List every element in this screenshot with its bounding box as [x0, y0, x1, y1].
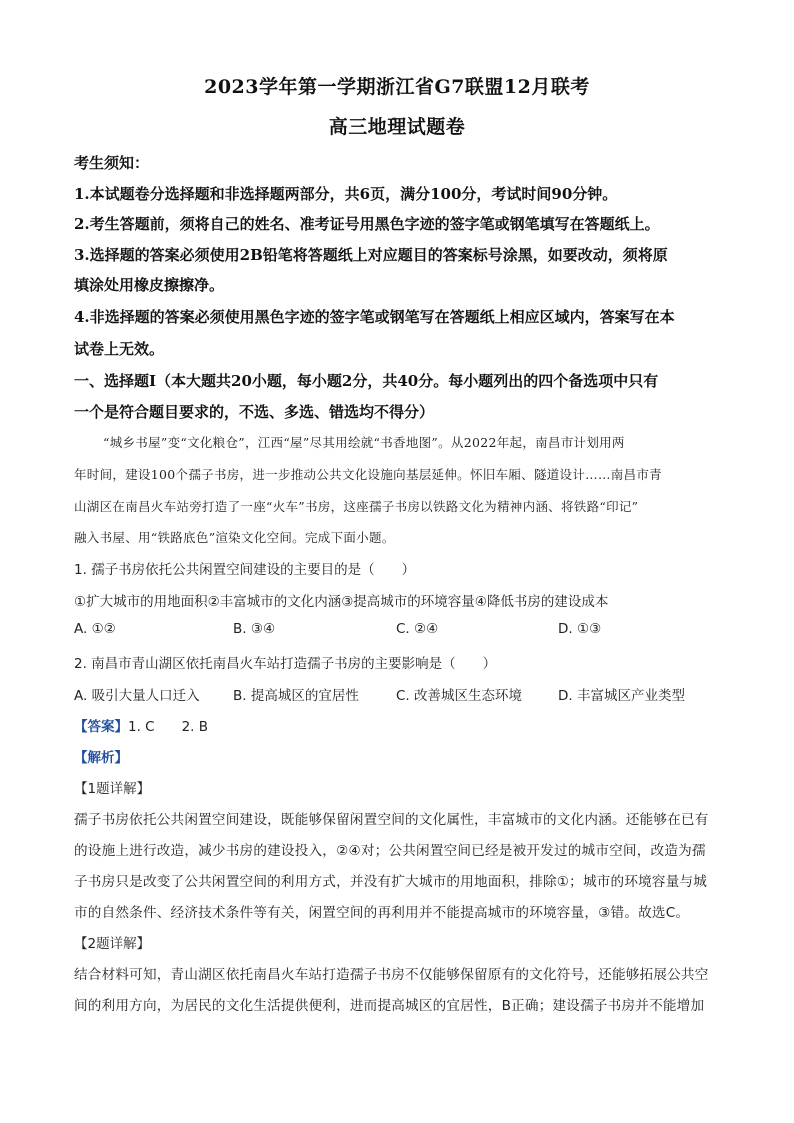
- q1-detail-line: 的设施上进行改造，减少书房的建设投入，②④对；公共闲置空间已经是被开发过的城市空间，改造为孺: [74, 843, 706, 859]
- section-heading-cont: 一个是符合题目要求的，不选、多选、错选均不得分）: [74, 403, 435, 421]
- notice-heading: 考生须知：: [74, 154, 150, 172]
- q1-detail-line: 市的自然条件、经济技术条件等有关，闲置空间的再利用并不能提高城市的环境容量，③错。故选C。: [74, 905, 690, 921]
- answer-label: 【答案】: [74, 719, 128, 735]
- notice-item: 填涂处用橡皮擦擦净。: [74, 276, 225, 294]
- notice-item: 3.选择题的答案必须使用2B铅笔将答题纸上对应题目的答案标号涂黑，如要改动，须将原: [74, 246, 668, 264]
- analysis-label: 【解析】: [74, 750, 128, 766]
- passage-line: 年时间，建设100个孺子书房，进一步推动公共文化设施向基层延伸。怀旧车厢、隧道设计……南昌市青: [74, 467, 662, 482]
- question-1-stem: 1. 孺子书房依托公共闲置空间建设的主要目的是（ ）: [74, 562, 416, 578]
- notice-item: 4.非选择题的答案必须使用黑色字迹的签字笔或钢笔写在答题纸上相应区域内，答案写在本: [74, 308, 675, 326]
- question-1-statements: ①扩大城市的用地面积②丰富城市的文化内涵③提高城市的环境容量④降低书房的建设成本: [74, 594, 609, 610]
- exam-subtitle: 高三地理试题卷: [328, 116, 466, 138]
- q1-detail-line: 孺子书房依托公共闲置空间建设，既能够保留闲置空间的文化属性，丰富城市的文化内涵。还能够在已有: [74, 812, 709, 828]
- question-1-option-d: D. ①③: [558, 621, 602, 637]
- notice-item: 试卷上无效。: [74, 340, 165, 358]
- q1-detail-line: 子书房只是改变了公共闲置空间的利用方式，并没有扩大城市的用地面积，排除①；城市的环境容量与城: [74, 874, 708, 890]
- question-2-option-a: A. 吸引大量人口迁入: [74, 688, 200, 704]
- passage-line: 融入书屋、用“铁路底色”渲染文化空间。完成下面小题。: [74, 530, 395, 545]
- q2-detail-line: 间的利用方向，为居民的文化生活提供便利，进而提高城区的宜居性，B正确；建设孺子书房并不能增加: [74, 998, 705, 1014]
- exam-title: 2023学年第一学期浙江省G7联盟12月联考: [204, 76, 590, 98]
- passage-line: “城乡书屋”变“文化粮仓”，江西“屋”尽其用绘就“书香地图”。从2022年起，南昌市计划用两: [103, 435, 625, 450]
- q1-detail-heading: 【1题详解】: [74, 781, 151, 797]
- question-1-option-c: C. ②④: [396, 621, 439, 637]
- notice-item: 1.本试题卷分选择题和非选择题两部分，共6页，满分100分，考试时间90分钟。: [74, 185, 618, 203]
- section-heading: 一、选择题Ⅰ（本大题共20小题，每小题2分，共40分。每小题列出的四个备选项中只有: [74, 372, 659, 390]
- question-2-option-c: C. 改善城区生态环境: [396, 688, 523, 704]
- question-2-option-b: B. 提高城区的宜居性: [233, 688, 359, 704]
- answer-line: [74, 715, 724, 735]
- answer-value: 1. C 2. B: [128, 719, 209, 735]
- q2-detail-line: 结合材料可知，青山湖区依托南昌火车站打造孺子书房不仅能够保留原有的文化符号，还能够拓展公共空: [74, 967, 709, 983]
- question-1-option-a: A. ①②: [74, 621, 116, 637]
- question-2-option-d: D. 丰富城区产业类型: [558, 688, 685, 704]
- question-2-stem: 2. 南昌市青山湖区依托南昌火车站打造孺子书房的主要影响是（ ）: [74, 656, 497, 672]
- q2-detail-heading: 【2题详解】: [74, 936, 151, 952]
- question-1-option-b: B. ③④: [233, 621, 276, 637]
- passage-line: 山湖区在南昌火车站旁打造了一座“火车”书房，这座孺子书房以铁路文化为精神内涵、将铁路“印记”: [74, 499, 639, 514]
- notice-item: 2.考生答题前，须将自己的姓名、准考证号用黑色字迹的签字笔或钢笔填写在答题纸上。: [74, 215, 660, 233]
